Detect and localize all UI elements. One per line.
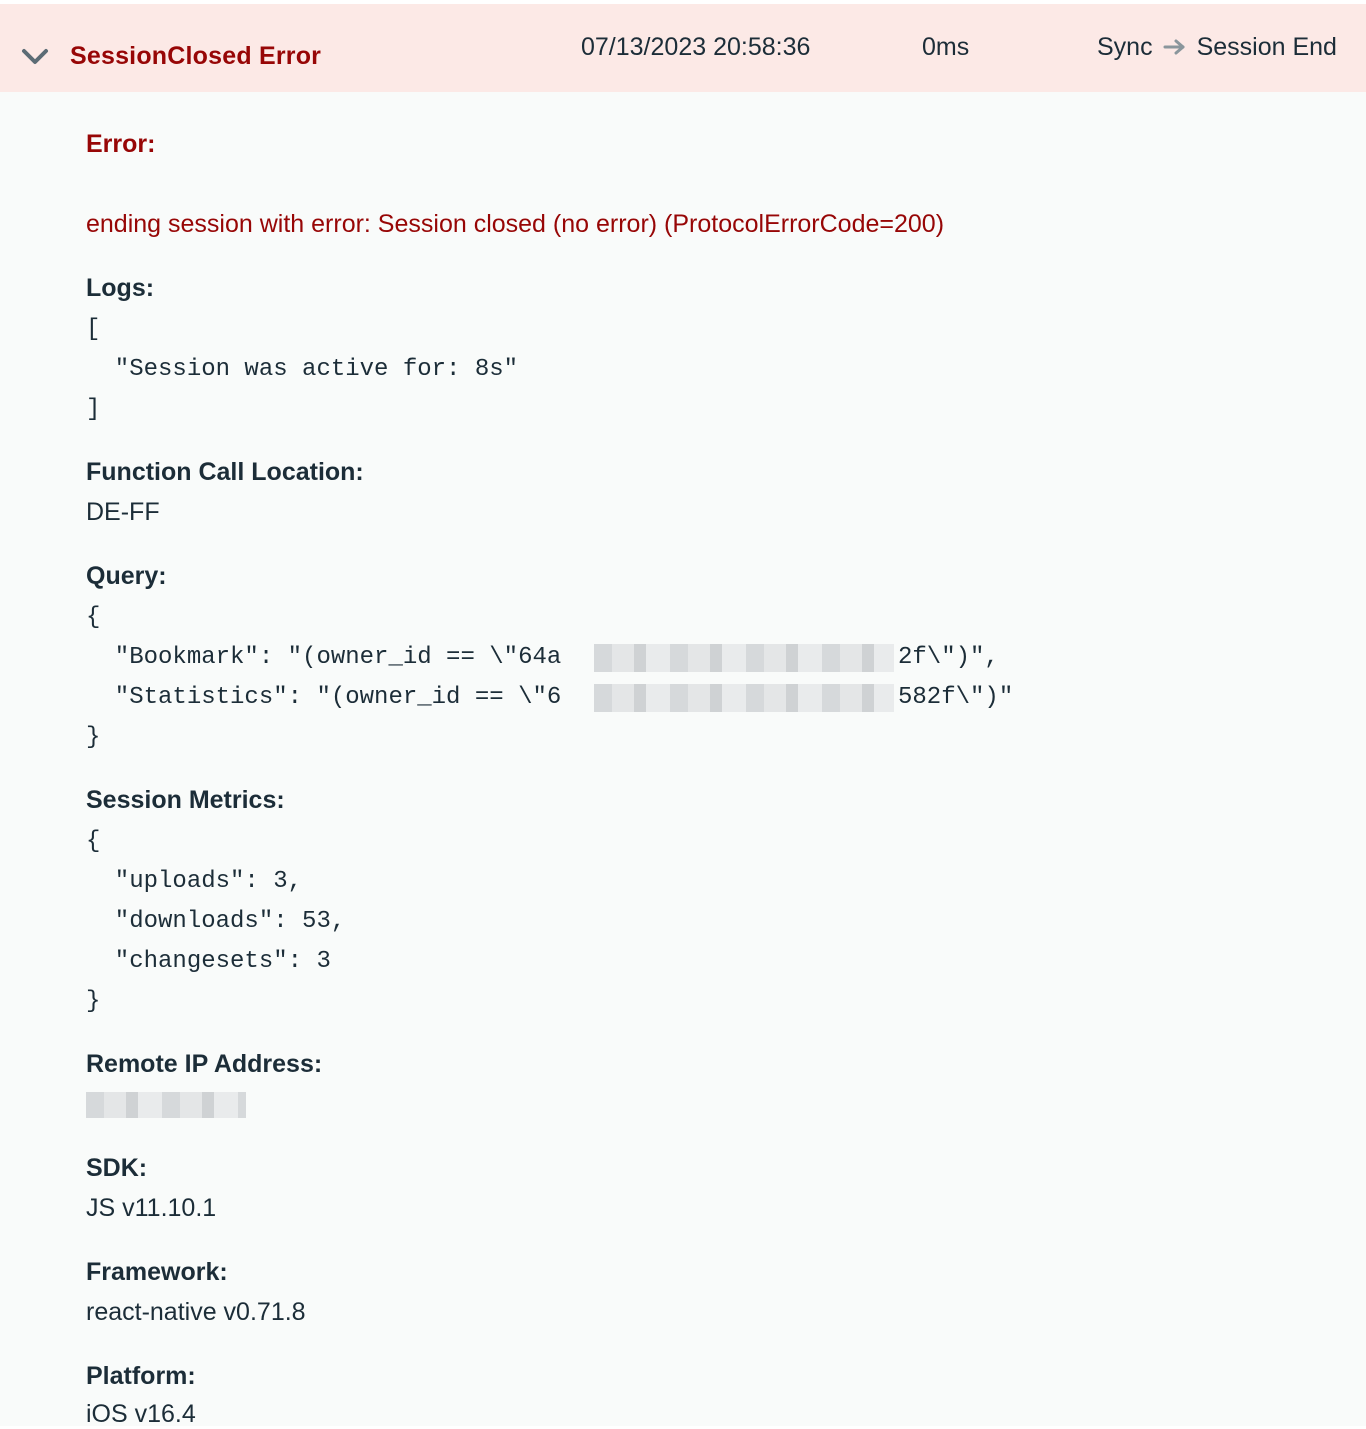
- logs-block: [86, 310, 518, 430]
- code-line: }: [86, 988, 101, 1015]
- code-line: ]: [86, 396, 101, 423]
- redacted-id: [594, 644, 894, 672]
- log-duration: 0ms: [922, 33, 970, 61]
- session-metrics-label: Session Metrics:: [86, 786, 285, 814]
- log-service-event: [1097, 33, 1337, 62]
- query-block: [86, 598, 561, 758]
- query-line-end: 582f\")": [898, 684, 1014, 711]
- function-location-value: DE-FF: [86, 498, 160, 526]
- platform-value: iOS v16.4: [86, 1400, 196, 1428]
- code-line: {: [86, 604, 101, 631]
- code-line: "changesets": 3: [86, 948, 331, 975]
- code-line: {: [86, 828, 101, 855]
- arrow-right-icon: [1163, 38, 1187, 56]
- function-location-label: Function Call Location:: [86, 458, 364, 486]
- event-name: Session End: [1196, 33, 1337, 61]
- platform-label: Platform:: [86, 1362, 196, 1390]
- log-timestamp: 07/13/2023 20:58:36: [581, 33, 811, 61]
- code-line: "uploads": 3,: [86, 868, 303, 895]
- log-type-label: SessionClosed Error: [70, 42, 322, 70]
- code-line: "downloads": 53,: [86, 908, 346, 935]
- remote-ip-label: Remote IP Address:: [86, 1050, 323, 1078]
- redacted-id: [594, 684, 894, 712]
- framework-value: react-native v0.71.8: [86, 1298, 306, 1326]
- code-line: [: [86, 316, 101, 343]
- chevron-down-icon[interactable]: [20, 44, 50, 70]
- redacted-ip: [86, 1092, 246, 1118]
- error-message: ending session with error: Session closed (no error) (ProtocolErrorCode=200): [86, 210, 945, 238]
- code-line: "Session was active for: 8s": [86, 356, 519, 383]
- sdk-value: JS v11.10.1: [86, 1194, 217, 1222]
- framework-label: Framework:: [86, 1258, 228, 1286]
- error-label: Error:: [86, 130, 156, 158]
- query-label: Query:: [86, 562, 167, 590]
- code-line: "Bookmark": "(owner_id == \"64a: [86, 644, 562, 671]
- service-name: Sync: [1097, 33, 1153, 61]
- log-entry-header[interactable]: [0, 4, 1366, 92]
- query-line-end: 2f\")",: [898, 644, 999, 671]
- log-entry-details: [0, 92, 1366, 1426]
- code-line: "Statistics": "(owner_id == \"6: [86, 684, 562, 711]
- logs-label: Logs:: [86, 274, 155, 302]
- code-line: }: [86, 724, 101, 751]
- session-metrics-block: [86, 822, 345, 1022]
- sdk-label: SDK:: [86, 1154, 148, 1182]
